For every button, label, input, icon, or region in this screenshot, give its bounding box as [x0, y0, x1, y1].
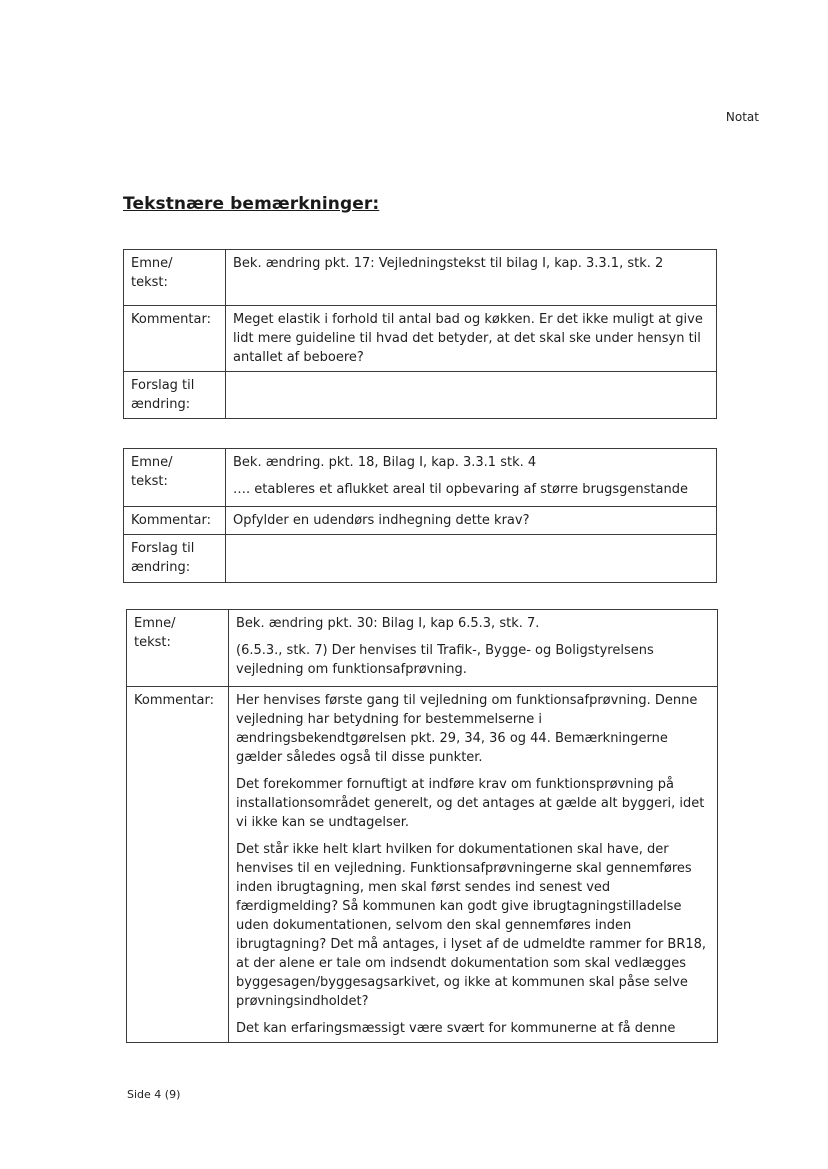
comment-cell: [226, 306, 717, 372]
topic-quote: …. etableres et aflukket areal til opbevaring af større brugsgenstande: [233, 482, 688, 497]
comment-text: Meget elastik i forhold til antal bad og køkken. Er det ikke muligt at give lidt mere guideline til hvad det betyder, at det skal ske under hensyn til antallet af beboere?: [233, 312, 703, 365]
section-heading: Tekstnære bemærkninger:: [123, 194, 380, 214]
topic-text: Bek. ændring. pkt. 18, Bilag I, kap. 3.3.1 stk. 4: [233, 455, 537, 470]
comment-label: Kommentar:: [124, 306, 226, 372]
document-type-label: Notat: [725, 110, 759, 124]
topic-text: Bek. ændring pkt. 17: Vejledningstekst til bilag I, kap. 3.3.1, stk. 2: [233, 256, 664, 271]
topic-text: Bek. ændring pkt. 30: Bilag I, kap 6.5.3, stk. 7.: [236, 616, 540, 631]
comment-paragraph: Det forekommer fornuftigt at indføre krav om funktionsprøvning på installationsområdet generelt, og det antages at gælde alt byggeri, idet vi ikke kan se undtagelser.: [236, 777, 705, 830]
comment-text: Opfylder en udendørs indhegning dette krav?: [233, 513, 530, 528]
comment-cell: [226, 507, 717, 535]
remark-table-1: [123, 249, 717, 419]
topic-cell: [229, 610, 718, 687]
proposal-label: Forslag til ændring:: [124, 372, 226, 419]
comment-cell: [229, 687, 718, 1043]
comment-paragraph: Her henvises første gang til vejledning om funktionsafprøvning. Denne vejledning har betydning for bestemmelserne i ændringsbekendtgørelsen pkt. 29, 34, 36 og 44. Bemærkningerne gælder således også til disse punkter.: [236, 693, 698, 765]
topic-cell: [226, 250, 717, 306]
topic-quote: (6.5.3., stk. 7) Der henvises til Trafik-, Bygge- og Boligstyrelsens vejledning om funktionsafprøvning.: [236, 643, 654, 677]
topic-label: Emne/ tekst:: [127, 610, 229, 687]
comment-paragraph: Det kan erfaringsmæssigt være svært for kommunerne at få denne: [236, 1021, 676, 1036]
page-number: Side 4 (9): [127, 1088, 181, 1101]
remark-table-3: [126, 609, 718, 1043]
comment-paragraph: Det står ikke helt klart hvilken for dokumentationen skal have, der henvises til en vejledning. Funktionsafprøvningerne skal gennemføres inden ibrugtagning, men skal først sendes ind senest ved færdigmelding? Så kommunen kan godt give ibrugtagningstilladelse uden dokumentationen, selvom den skal gennemføres inden ibrugtagning? Det må antages, i lyset af de udmeldte rammer for BR18, at der alene er tale om indsendt dokumentation som skal vedlægges byggesagen/byggesagsarkivet, og ikke at kommunen skal påse selve prøvningsindholdet?: [236, 842, 707, 1009]
comment-label: Kommentar:: [124, 507, 226, 535]
topic-cell: [226, 449, 717, 507]
topic-label: Emne/ tekst:: [124, 449, 226, 507]
remark-table-2: [123, 448, 717, 583]
comment-label: Kommentar:: [127, 687, 229, 1043]
topic-label: Emne/ tekst:: [124, 250, 226, 306]
proposal-cell: [226, 535, 717, 583]
proposal-cell: [226, 372, 717, 419]
proposal-label: Forslag til ændring:: [124, 535, 226, 583]
